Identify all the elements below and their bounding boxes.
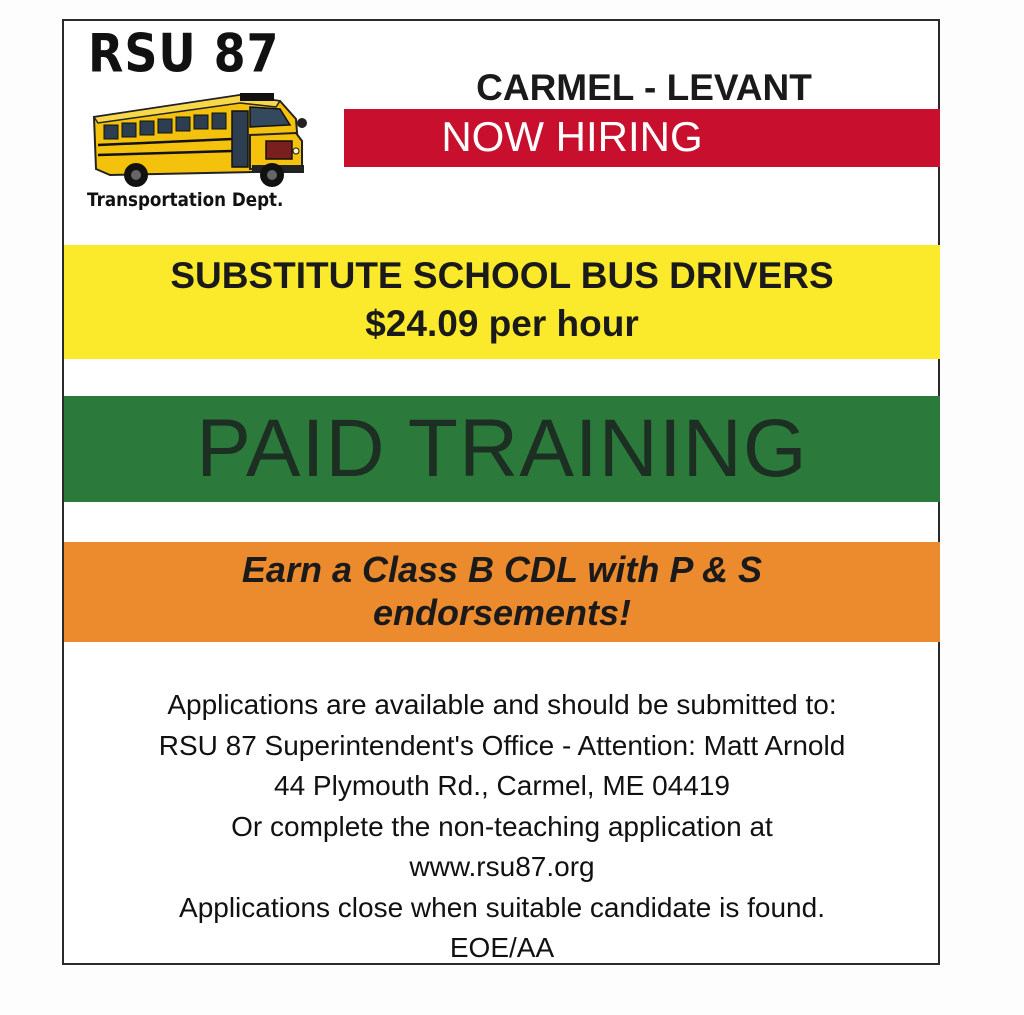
school-bus-icon <box>90 79 310 191</box>
paid-training-banner: PAID TRAINING <box>64 396 940 502</box>
position-banner <box>64 245 940 359</box>
cdl-banner <box>64 542 940 642</box>
rsu-logo <box>84 23 314 227</box>
logo-title: RSU 87 <box>88 23 280 84</box>
job-flyer <box>62 19 940 965</box>
eoe-note: EOE/AA <box>449 932 555 963</box>
info-line-2: RSU 87 Superintendent's Office - Attention: Matt Arnold <box>158 729 846 761</box>
website-link[interactable]: www.rsu87.org <box>409 851 595 882</box>
cdl-line-2: endorsements! <box>372 592 632 633</box>
now-hiring-banner: NOW HIRING <box>344 109 940 167</box>
info-line-1: Applications are available and should be submitted to: <box>167 689 837 720</box>
application-info <box>64 685 940 969</box>
info-line-6: Applications close when suitable candidate is found. <box>179 891 825 923</box>
region-heading: CARMEL - LEVANT <box>476 67 812 108</box>
pay-rate: $24.09 per hour <box>365 303 639 344</box>
logo-subtitle: Transportation Dept. <box>87 189 284 211</box>
info-line-4: Or complete the non-teaching application at <box>231 810 773 842</box>
cdl-line-1: Earn a Class B CDL with P & S <box>241 549 763 590</box>
info-line-3: 44 Plymouth Rd., Carmel, ME 04419 <box>274 770 730 801</box>
position-title: SUBSTITUTE SCHOOL BUS DRIVERS <box>170 255 834 296</box>
